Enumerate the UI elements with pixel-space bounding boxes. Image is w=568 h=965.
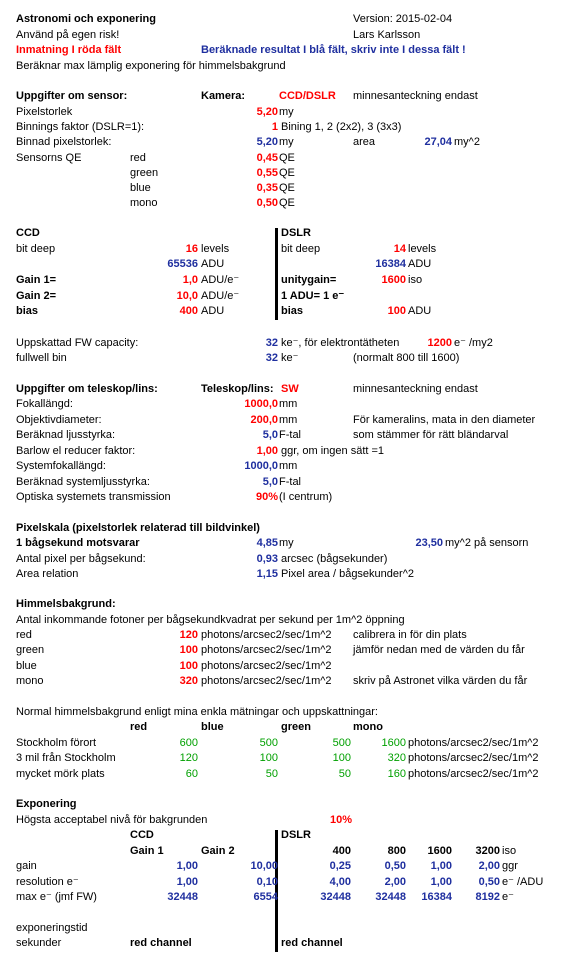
exp-dslr-value: 2,00 [478, 860, 500, 872]
place-blue-value: 500 [259, 737, 278, 749]
fw-value: 32 [265, 337, 278, 349]
ccd-bias-unit: ADU [201, 305, 225, 317]
area-relation-label: Area relation [16, 568, 79, 580]
dslr-adu-unit: ADU [408, 258, 432, 270]
gain2-label: Gain 2= [16, 290, 57, 302]
gain1-value[interactable]: 1,0 [182, 274, 198, 286]
focal-length-unit: mm [279, 398, 298, 410]
sky-blue-unit: photons/arcsec2/sec/1m^2 [201, 660, 332, 672]
binning-note: Bining 1, 2 (2x2), 3 (3x3) [281, 121, 402, 133]
place-name: mycket mörk plats [16, 768, 105, 780]
exposure-ccd-heading: CCD [130, 829, 154, 841]
arcsec-label: 1 bågsekund motsvarar [16, 537, 140, 549]
ccd-bitdeep-unit: levels [201, 243, 230, 255]
sky-red-name: red [16, 629, 32, 641]
binning-label: Binnings faktor (DSLR=1): [16, 121, 145, 133]
col-mono-header: mono [353, 721, 383, 733]
place-mono-value: 320 [387, 752, 406, 764]
barlow-label: Barlow el reducer faktor: [16, 445, 136, 457]
exp-dslr-value: 8192 [475, 891, 500, 903]
ccd-dslr-divider [275, 228, 278, 320]
qe-label: Sensorns QE [16, 152, 82, 164]
gain1-unit: ADU/e⁻ [201, 274, 240, 286]
barlow-value[interactable]: 1,00 [256, 445, 278, 457]
place-unit: photons/arcsec2/sec/1m^2 [408, 752, 539, 764]
sky-mono-value[interactable]: 320 [179, 675, 198, 687]
qe-green-unit: QE [279, 167, 295, 179]
qe-blue-name: blue [130, 182, 151, 194]
dslr-col-iso1600: 1600 [427, 845, 452, 857]
version-label: Version: 2015-02-04 [353, 13, 453, 25]
exp-row-label: gain [16, 860, 37, 872]
exp-row-unit: e⁻ /ADU [502, 876, 544, 888]
subtitle: Beräknar max lämplig exponering för himmelsbakgrund [16, 60, 286, 72]
fw-bin-label: fullwell bin [16, 352, 67, 364]
exp-ccd-value: 10,00 [250, 860, 278, 872]
place-blue-value: 100 [259, 752, 278, 764]
exp-row-unit: e⁻ [502, 891, 514, 903]
ccd-bitdeep-value[interactable]: 16 [185, 243, 198, 255]
place-mono-value: 1600 [381, 737, 406, 749]
focal-length-value[interactable]: 1000,0 [244, 398, 278, 410]
qe-red-name: red [130, 152, 146, 164]
ccd-heading: CCD [16, 227, 40, 239]
system-fratio-unit: F-tal [279, 476, 301, 488]
qe-red-unit: QE [279, 152, 295, 164]
exposure-time-label: exponeringstid [16, 922, 88, 934]
system-fratio-label: Beräknad systemljusstyrka: [16, 476, 150, 488]
exp-ccd-value: 1,00 [176, 876, 198, 888]
col-blue-header: blue [201, 721, 224, 733]
unitygain-label: unitygain= [281, 274, 337, 286]
fw-bin-value: 32 [265, 352, 278, 364]
fw-density-value[interactable]: 1200 [427, 337, 452, 349]
sky-mono-note: skriv på Astronet vilka värden du får [353, 675, 528, 687]
place-unit: photons/arcsec2/sec/1m^2 [408, 768, 539, 780]
author-label: Lars Karlsson [353, 29, 421, 41]
ccd-col-gain1: Gain 1 [130, 845, 164, 857]
fw-density-unit: e⁻ /my2 [454, 337, 493, 349]
qe-red-value[interactable]: 0,45 [256, 152, 278, 164]
binned-label: Binnad pixelstorlek: [16, 136, 112, 148]
sky-mono-name: mono [16, 675, 44, 687]
seconds-label: sekunder [16, 937, 62, 949]
arcsec-unit: my [279, 537, 294, 549]
area-label: area [353, 136, 376, 148]
system-focal-label: Systemfokallängd: [16, 460, 106, 472]
ccd-adu-unit: ADU [201, 258, 225, 270]
sky-green-note: jämför nedan med de värden du får [353, 644, 525, 656]
exp-dslr-value: 0,50 [384, 860, 406, 872]
exp-dslr-value: 0,25 [329, 860, 351, 872]
ccd-bias-value[interactable]: 400 [179, 305, 198, 317]
transmission-unit: (I centrum) [279, 491, 333, 503]
arcsec-area-value: 23,50 [415, 537, 443, 549]
dslr-bitdeep-label: bit deep [281, 243, 321, 255]
ccd-col-gain2: Gain 2 [201, 845, 235, 857]
aperture-unit: mm [279, 414, 298, 426]
telescope-note: minnesanteckning endast [353, 383, 478, 395]
barlow-unit: ggr, om ingen sätt =1 [281, 445, 385, 457]
fratio-note: som stämmer för rätt bländarval [353, 429, 509, 441]
sky-heading: Himmelsbakgrund: [16, 598, 116, 610]
exp-dslr-value: 32448 [375, 891, 406, 903]
camera-label: Kamera: [201, 90, 246, 102]
place-green-value: 100 [332, 752, 351, 764]
fratio-label: Beräknad ljusstyrka: [16, 429, 116, 441]
exp-row-label: resolution e⁻ [16, 876, 79, 888]
pixel-value[interactable]: 5,20 [256, 106, 278, 118]
arcsec-area-unit: my^2 på sensorn [445, 537, 529, 549]
sensor-heading: Uppgifter om sensor: [16, 90, 128, 102]
telescope-value[interactable]: SW [281, 383, 299, 395]
exp-row-unit: ggr [502, 860, 518, 872]
focal-length-label: Fokallängd: [16, 398, 73, 410]
pix-per-arcsec-label: Antal pixel per bågsekund: [16, 553, 146, 565]
sky-mono-unit: photons/arcsec2/sec/1m^2 [201, 675, 332, 687]
pixel-unit: my [279, 106, 294, 118]
qe-mono-value[interactable]: 0,50 [256, 197, 278, 209]
fw-unit: ke⁻, för elektrontätheten [281, 337, 400, 349]
system-fratio-value: 5,0 [262, 476, 278, 488]
binning-value[interactable]: 1 [271, 121, 278, 133]
sky-red-note: calibrera in för din plats [353, 629, 467, 641]
qe-blue-unit: QE [279, 182, 295, 194]
level-label: Högsta acceptabel nivå för bakgrunden [16, 814, 208, 826]
binned-unit: my [279, 136, 294, 148]
dslr-col-iso400: 400 [332, 845, 351, 857]
area-relation-unit: Pixel area / bågsekunder^2 [281, 568, 414, 580]
page-title: Astronomi och exponering [16, 13, 156, 25]
area-relation-value: 1,15 [256, 568, 278, 580]
telescope-label: Teleskop/lins: [201, 383, 274, 395]
ccd-red-channel: red channel [130, 937, 192, 949]
dslr-adu-value: 16384 [375, 258, 406, 270]
sky-blue-value[interactable]: 100 [179, 660, 198, 672]
place-mono-value: 160 [387, 768, 406, 780]
sky-red-value[interactable]: 120 [179, 629, 198, 641]
aperture-note: För kameralins, mata in den diameter [353, 414, 536, 426]
exp-dslr-value: 1,00 [430, 860, 452, 872]
ccd-bias-label: bias [16, 305, 39, 317]
telescope-heading: Uppgifter om teleskop/lins: [16, 383, 158, 395]
fratio-unit: F-tal [279, 429, 301, 441]
dslr-red-channel: red channel [281, 937, 343, 949]
dslr-bitdeep-unit: levels [408, 243, 437, 255]
qe-mono-name: mono [130, 197, 158, 209]
camera-value[interactable]: CCD/DSLR [279, 90, 336, 102]
ccd-adu-value: 65536 [167, 258, 198, 270]
level-value[interactable]: 10% [330, 814, 353, 826]
ccd-bitdeep-label: bit deep [16, 243, 56, 255]
exp-dslr-value: 16384 [421, 891, 452, 903]
gain1-label: Gain 1= [16, 274, 57, 286]
fw-bin-unit: ke⁻ [281, 352, 299, 364]
sky-blue-name: blue [16, 660, 37, 672]
system-focal-unit: mm [279, 460, 298, 472]
input-note: Inmatning I röda fält [16, 44, 122, 56]
qe-mono-unit: QE [279, 197, 295, 209]
fw-bin-note: (normalt 800 till 1600) [353, 352, 460, 364]
exp-dslr-value: 0,50 [478, 876, 500, 888]
pixelscale-heading: Pixelskala (pixelstorlek relaterad till bildvinkel) [16, 522, 260, 534]
place-blue-value: 50 [265, 768, 278, 780]
iso-label: iso [502, 845, 517, 857]
dslr-col-iso800: 800 [387, 845, 406, 857]
sky-green-unit: photons/arcsec2/sec/1m^2 [201, 644, 332, 656]
place-red-value: 600 [179, 737, 198, 749]
pixel-label: Pixelstorlek [16, 106, 73, 118]
qe-green-value[interactable]: 0,55 [256, 167, 278, 179]
exp-dslr-value: 32448 [320, 891, 351, 903]
calc-note: Beräknade resultat I blå fält, skriv inte I dessa fält ! [201, 44, 466, 56]
exp-ccd-value: 0,10 [256, 876, 278, 888]
dslr-bias-value[interactable]: 100 [387, 305, 406, 317]
qe-green-name: green [130, 167, 159, 179]
place-green-value: 50 [338, 768, 351, 780]
sky-intro: Antal inkommande fotoner per bågsekundkvadrat per sekund per 1m^2 öppning [16, 614, 405, 626]
warning-text: Använd på egen risk! [16, 29, 120, 41]
unitygain-value[interactable]: 1600 [381, 274, 406, 286]
fratio-value: 5,0 [262, 429, 278, 441]
adu-equals-label: 1 ADU= 1 e⁻ [281, 290, 345, 302]
sky-green-name: green [16, 644, 45, 656]
exp-ccd-value: 1,00 [176, 860, 198, 872]
sky-red-unit: photons/arcsec2/sec/1m^2 [201, 629, 332, 641]
exp-ccd-value: 6554 [253, 891, 278, 903]
transmission-label: Optiska systemets transmission [16, 491, 171, 503]
exposure-dslr-heading: DSLR [281, 829, 311, 841]
place-red-value: 120 [179, 752, 198, 764]
col-green-header: green [281, 721, 311, 733]
aperture-value[interactable]: 200,0 [250, 414, 278, 426]
gain2-value[interactable]: 10,0 [176, 290, 198, 302]
exp-dslr-value: 1,00 [430, 876, 452, 888]
qe-blue-value[interactable]: 0,35 [256, 182, 278, 194]
dslr-col-iso3200: 3200 [475, 845, 500, 857]
system-focal-value: 1000,0 [244, 460, 278, 472]
exposure-heading: Exponering [16, 798, 77, 810]
col-red-header: red [130, 721, 148, 733]
exp-dslr-value: 4,00 [329, 876, 351, 888]
camera-note: minnesanteckning endast [353, 90, 478, 102]
dslr-heading: DSLR [281, 227, 311, 239]
gain2-unit: ADU/e⁻ [201, 290, 240, 302]
place-name: 3 mil från Stockholm [16, 752, 116, 764]
dslr-bias-unit: ADU [408, 305, 432, 317]
fw-label: Uppskattad FW capacity: [16, 337, 139, 349]
dslr-bias-label: bias [281, 305, 304, 317]
arcsec-value: 4,85 [256, 537, 278, 549]
area-unit: my^2 [454, 136, 480, 148]
exp-ccd-value: 32448 [167, 891, 198, 903]
place-red-value: 60 [185, 768, 198, 780]
pix-per-arcsec-value: 0,93 [256, 553, 278, 565]
normal-sky-intro: Normal himmelsbakgrund enligt mina enkla mätningar och uppskattningar: [16, 706, 378, 718]
aperture-label: Objektivdiameter: [16, 414, 102, 426]
area-value: 27,04 [424, 136, 452, 148]
binned-value: 5,20 [256, 136, 278, 148]
pix-per-arcsec-unit: arcsec (bågsekunder) [281, 553, 388, 565]
exp-dslr-value: 2,00 [384, 876, 406, 888]
place-green-value: 500 [332, 737, 351, 749]
place-unit: photons/arcsec2/sec/1m^2 [408, 737, 539, 749]
place-name: Stockholm förort [16, 737, 97, 749]
transmission-value[interactable]: 90% [255, 491, 278, 503]
sky-green-value[interactable]: 100 [179, 644, 198, 656]
exp-row-label: max e⁻ (jmf FW) [16, 891, 97, 903]
unitygain-unit: iso [408, 274, 423, 286]
dslr-bitdeep-value[interactable]: 14 [393, 243, 406, 255]
